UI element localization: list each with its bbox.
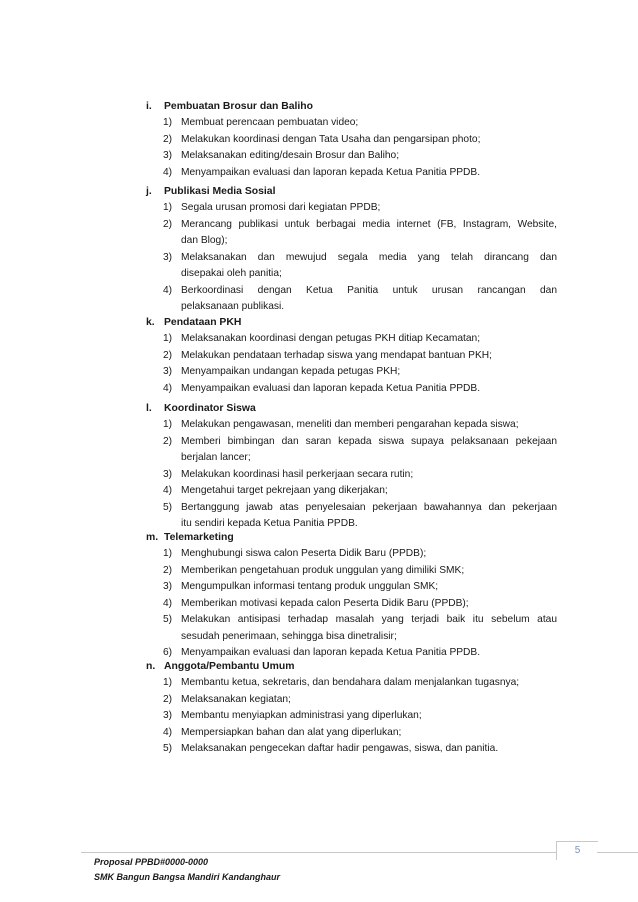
list-item-text [181,579,557,596]
page-number-box [556,841,598,860]
list-item-line: Menyampaikan undangan kepada petugas PKH; [181,366,401,377]
list-item-line: Segala urusan promosi dari kegiatan PPDB; [181,202,381,213]
list-item-line: disepakai oleh panitia; [181,268,282,279]
list-item-text [181,417,557,434]
list-item-number: 3) [163,251,173,263]
list-item-line: Membantu ketua, sekretaris, dan bendahara dalam menjalankan tugasnya; [181,677,520,688]
list-item-text [181,708,557,725]
section-title: Telemarketing [164,532,234,543]
list-item-text [181,596,557,613]
list-item-line: itu sendiri kepada Ketua Panitia PPDB. [181,518,358,529]
list-item-text [181,483,557,500]
list-item-text [181,675,557,692]
list-item-text [181,725,557,742]
footer-proposal-id: Proposal PPBD#0000-0000 [94,857,209,867]
list-item-number: 2) [163,349,173,361]
list-item-line: Memberikan motivasi kepada calon Peserta Didik Baru (PPDB); [181,597,469,609]
list-item-text [181,563,557,580]
list-item-number: 4) [163,485,173,496]
list-item-line: Menyampaikan evaluasi dan laporan kepada Ketua Panitia PPDB. [181,647,481,658]
list-item-line: Mengetahui target pekrejaan yang dikerjakan; [181,485,388,496]
list-item-number: 3) [163,468,173,480]
section-letter: n. [146,661,156,672]
list-item-line: Memberi bimbingan dan saran kepada siswa supaya pelaksanaan pekejaan [181,435,557,447]
section-title: Pembuatan Brosur dan Baliho [164,101,313,112]
list-item-line: Melakukan koordinasi dengan Tata Usaha dan pengarsipan photo; [181,133,481,145]
list-item-number: 6) [163,647,173,658]
list-item-number: 1) [163,117,173,128]
list-item-line: pelaksanaan publikasi. [181,301,285,312]
section-letter: i. [146,101,152,112]
list-item-number: 1) [163,419,173,430]
list-item-line: Menyampaikan evaluasi dan laporan kepada Ketua Panitia PPDB. [181,166,481,178]
list-item-line: Melakukan antisipasi terhadap masalah yang terjadi baik itu sebelum atau [181,614,557,625]
list-item-text [181,283,557,316]
list-item-line: Berkoordinasi dengan Ketua Panitia untuk urusan rancangan dan [181,284,557,296]
list-item-number: 3) [163,710,173,721]
list-item-line: Menyampaikan evaluasi dan laporan kepada Ketua Panitia PPDB. [181,382,481,394]
section-letter: j. [146,186,152,197]
section-title: Pendataan PKH [164,317,242,328]
list-item-number: 2) [163,564,173,576]
list-item-number: 5) [163,501,173,513]
list-item-line: Melakukan pengawasan, meneliti dan memberi pengarahan kepada siswa; [181,419,519,430]
footer-divider-right [597,852,638,853]
list-item-line: Melakukan koordinasi hasil perkerjaan secara rutin; [181,468,414,480]
list-item-line: Melaksanakan kegiatan; [181,693,291,705]
section-title: Koordinator Siswa [164,403,256,414]
list-item-number: 5) [163,743,173,754]
list-item-text [181,331,557,348]
list-item-number: 4) [163,166,173,178]
list-item-text [181,132,557,149]
list-item-number: 2) [163,133,173,145]
section-letter: l. [146,403,152,414]
list-item-line: Membantu menyiapkan administrasi yang diperlukan; [181,710,422,721]
list-item-text [181,500,557,533]
list-item-text [181,165,557,182]
list-item-line: Mempersiapkan bahan dan alat yang diperlukan; [181,726,402,738]
list-item-number: 1) [163,677,173,688]
list-item-text [181,741,557,758]
section-title: Anggota/Pembantu Umum [164,661,295,672]
page-number: 5 [574,845,581,856]
list-item-text [181,364,557,381]
list-item-number: 4) [163,284,173,296]
list-item-line: sesudah penerimaan, sehingga bisa dinetralisir; [181,630,397,642]
list-item-line: Melaksanakan dan mewujud segala media yang telah dirancang dan [181,251,557,263]
list-item-line: Melaksanakan pengecekan daftar hadir pengawas, siswa, dan panitia. [181,743,499,754]
list-item-text [181,250,557,283]
list-item-line: berjalan lancer; [181,452,251,463]
list-item-line: Mengumpulkan informasi tentang produk unggulan SMK; [181,581,439,592]
list-item-number: 3) [163,150,173,161]
section-letter: k. [146,317,155,328]
list-item-line: Bertanggung jawab atas penyelesaian pekerjaan bawahannya dan pekerjaan [181,501,557,513]
list-item-line: Merancang publikasi untuk berbagai media internet (FB, Instagram, Website, [181,218,557,230]
list-item-number: 1) [163,202,173,213]
list-item-line: Memberikan pengetahuan produk unggulan yang dimiliki SMK; [181,564,465,576]
list-item-line: Menghubungi siswa calon Peserta Didik Baru (PPDB); [181,548,427,559]
list-item-text [181,434,557,467]
list-item-line: Membuat perencaan pembuatan video; [181,117,359,128]
list-item-line: Melaksanakan editing/desain Brosur dan Baliho; [181,150,400,161]
list-item-number: 2) [163,693,173,705]
list-item-text [181,200,557,217]
list-item-number: 1) [163,548,173,559]
list-item-line: dan Blog); [181,235,228,246]
section-title: Publikasi Media Sosial [164,186,276,197]
list-item-line: Melaksanakan koordinasi dengan petugas PKH ditiap Kecamatan; [181,333,481,344]
footer-school-name: SMK Bangun Bangsa Mandiri Kandanghaur [94,872,281,882]
list-item-number: 5) [163,614,173,625]
list-item-number: 4) [163,382,173,394]
list-item-text [181,148,557,165]
list-item-text [181,381,557,398]
list-item-number: 4) [163,597,173,609]
list-item-number: 2) [163,435,173,447]
list-item-number: 3) [163,366,173,377]
list-item-number: 3) [163,581,173,592]
list-item-text [181,348,557,365]
list-item-text [181,217,557,250]
footer-divider [81,852,556,853]
list-item-text [181,546,557,563]
list-item-text [181,115,557,132]
list-item-text [181,692,557,709]
list-item-text [181,467,557,484]
list-item-number: 2) [163,218,173,230]
list-item-text [181,612,557,645]
list-item-number: 1) [163,333,173,344]
list-item-number: 4) [163,726,173,738]
list-item-line: Melakukan pendataan terhadap siswa yang mendapat bantuan PKH; [181,349,492,361]
section-letter: m. [146,532,159,543]
